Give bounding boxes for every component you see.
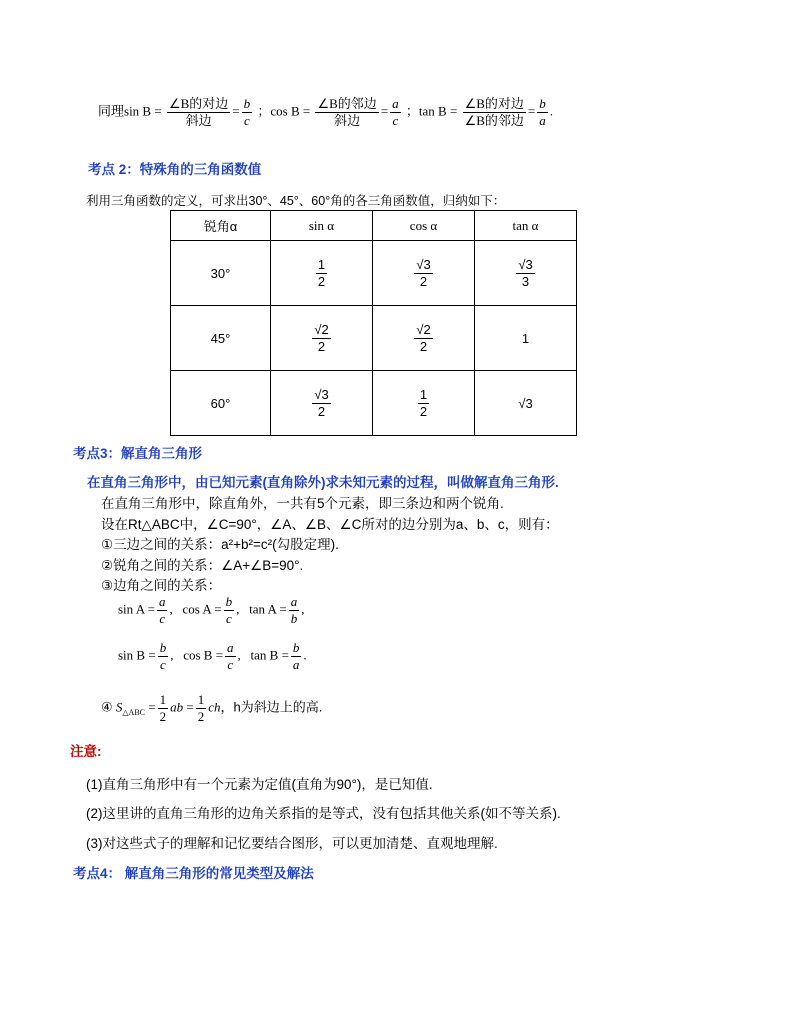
point-3-heading: 考点3：解直角三角形 bbox=[73, 446, 203, 461]
header-sin: sin α bbox=[271, 211, 373, 241]
tan-b-def-fraction bbox=[463, 96, 526, 129]
cos-a-end: , bbox=[236, 601, 240, 617]
sin-60-num: √3 bbox=[314, 386, 329, 402]
header-tan: tan α bbox=[475, 211, 577, 241]
table-header-row bbox=[171, 211, 577, 241]
cos-60-cell bbox=[373, 371, 475, 436]
cos-b2-num: a bbox=[227, 640, 234, 655]
cos-b2-den: c bbox=[227, 657, 234, 672]
note-item-3: (3)对这些式子的理解和记忆要结合图形，可以更加清楚、直观地理解. bbox=[86, 836, 498, 851]
sin-45-den: 2 bbox=[317, 338, 326, 354]
area-half-2-den: 2 bbox=[197, 709, 205, 724]
sin-b-def-den: 斜边 bbox=[185, 113, 212, 128]
cos-30-num: √3 bbox=[416, 256, 431, 272]
area-half-2 bbox=[196, 692, 207, 725]
cos-b-value-num: a bbox=[392, 96, 399, 111]
sin-45-cell bbox=[271, 306, 373, 371]
sin-b-value-num: b bbox=[243, 96, 251, 111]
relation-side-angle: ③边角之间的关系： bbox=[101, 578, 222, 593]
note-item-1: (1)直角三角形中有一个元素为定值(直角为90°)，是已知值. bbox=[86, 777, 433, 792]
sin-b-value-den: c bbox=[243, 113, 250, 128]
sin-b-def-fraction bbox=[167, 96, 230, 129]
table-row bbox=[171, 241, 577, 306]
sin-b-lhs: sin B = bbox=[124, 103, 162, 119]
cos-a-den: c bbox=[225, 611, 232, 626]
area-ch: ch bbox=[208, 699, 221, 715]
paragraph-setup: 设在Rt△ABC中，∠C=90°，∠A、∠B、∠C所对的边分别为a、b、c，则有： bbox=[101, 517, 559, 532]
definition-text: 在直角三角形中，由已知元素(直角除外)求未知元素的过程，叫做解直角三角形. bbox=[87, 475, 559, 490]
area-formula bbox=[101, 692, 322, 725]
tan-b-def-num: ∠B的对边 bbox=[464, 96, 524, 111]
sin-a-fraction bbox=[157, 594, 168, 627]
cos-b-value-fraction bbox=[390, 96, 401, 129]
cos-45-den: 2 bbox=[419, 338, 428, 354]
sin-60-cell bbox=[271, 371, 373, 436]
cos-b-value-den: c bbox=[392, 113, 399, 128]
area-half-2-num: 1 bbox=[197, 692, 205, 707]
tan-b-lhs: tan B = bbox=[418, 103, 458, 119]
sin-30-num: 1 bbox=[317, 256, 326, 272]
tan-b2-lhs: tan B = bbox=[250, 647, 289, 663]
header-cos: cos α bbox=[373, 211, 475, 241]
cos-b2-fraction bbox=[225, 640, 236, 673]
tan-45-cell: 1 bbox=[475, 306, 577, 371]
cos-b-lhs: cos B = bbox=[270, 103, 311, 119]
tan-b-def-den: ∠B的邻边 bbox=[464, 113, 524, 128]
tan-b-value-num: b bbox=[539, 96, 546, 111]
sin-b-value-fraction bbox=[242, 96, 253, 129]
sin-b-def-num: ∠B的对边 bbox=[168, 96, 229, 111]
sin-b2-num: b bbox=[159, 640, 167, 655]
tongli-prefix: 同理 bbox=[98, 103, 125, 119]
area-eq-1: = bbox=[148, 699, 156, 715]
cos-b2-lhs: cos B = bbox=[183, 647, 224, 663]
point-4-heading: 考点4： 解直角三角形的常见类型及解法 bbox=[73, 866, 314, 881]
cos-30-den: 2 bbox=[419, 273, 428, 289]
area-ab: ab bbox=[170, 699, 184, 715]
cos-45-num: √2 bbox=[416, 321, 431, 337]
angle-60: 60° bbox=[171, 371, 271, 436]
tan-30-cell bbox=[475, 241, 577, 306]
sin-30-den: 2 bbox=[317, 273, 326, 289]
cos-b-def-fraction bbox=[315, 96, 378, 129]
relation-sides: ①三边之间的关系：a²+b²=c²(勾股定理). bbox=[101, 537, 339, 552]
sin-a-lhs: sin A = bbox=[118, 601, 155, 617]
sin-b2-fraction bbox=[158, 640, 169, 673]
separator-1: ； bbox=[257, 103, 271, 119]
angle-45: 45° bbox=[171, 306, 271, 371]
sin-60-den: 2 bbox=[317, 403, 326, 419]
tan-30-den: 3 bbox=[521, 273, 530, 289]
tongli-formula-line: 同理sin B = $\frac{\text{∠B的对边}}{\text{斜边}}$ = $\frac{b}{c}$ ；cos B = $\frac{\text{∠B的邻边}}{\text{斜边}}$ = $\frac{a}{c}$ ；tan B = $\frac{\text{∠B的对边}}{\text{∠B的邻边}}$ = $\frac{b}{a}$ . bbox=[98, 96, 553, 128]
cos-30-cell bbox=[373, 241, 475, 306]
tan-30-num: √3 bbox=[518, 256, 533, 272]
sin-a-end: , bbox=[169, 601, 173, 617]
sin-a-den: c bbox=[159, 611, 166, 626]
tan-a-num: a bbox=[290, 594, 298, 609]
angle-b-relations bbox=[118, 640, 307, 673]
tan-b2-fraction bbox=[291, 640, 302, 673]
tan-b-value-den: a bbox=[539, 113, 546, 128]
sin-b2-den: c bbox=[160, 657, 166, 672]
separator-2: ； bbox=[405, 103, 419, 119]
note-heading: 注意: bbox=[70, 744, 102, 759]
sin-45-num: √2 bbox=[314, 321, 329, 337]
area-subscript: △ABC bbox=[122, 708, 146, 718]
area-eq-2: = bbox=[186, 699, 194, 715]
cos-a-num: b bbox=[225, 594, 233, 609]
sin-b2-lhs: sin B = bbox=[118, 647, 156, 663]
area-s: S bbox=[115, 699, 123, 715]
area-mark: ④ bbox=[101, 699, 113, 715]
tan-a-end: , bbox=[301, 601, 305, 617]
cos-45-cell bbox=[373, 306, 475, 371]
tan-60-cell: √3 bbox=[475, 371, 577, 436]
cos-a-lhs: cos A = bbox=[182, 601, 222, 617]
table-intro: 利用三角函数的定义，可求出30°、45°、60°角的各三角函数值，归纳如下： bbox=[86, 194, 506, 208]
area-half-1 bbox=[158, 692, 169, 725]
area-half-1-den: 2 bbox=[159, 709, 167, 724]
area-tail: ，h为斜边上的高. bbox=[220, 699, 323, 715]
cos-b2-end: , bbox=[237, 647, 241, 663]
cos-60-num: 1 bbox=[419, 386, 428, 402]
angle-a-relations bbox=[118, 594, 305, 627]
tan-a-fraction bbox=[289, 594, 300, 627]
table-row bbox=[171, 306, 577, 371]
cos-a-fraction bbox=[224, 594, 235, 627]
sin-30-cell bbox=[271, 241, 373, 306]
cos-b-def-den: 斜边 bbox=[334, 113, 361, 128]
sin-b2-end: , bbox=[170, 647, 174, 663]
tan-a-lhs: tan A = bbox=[249, 601, 287, 617]
area-half-1-num: 1 bbox=[159, 692, 167, 707]
cos-60-den: 2 bbox=[419, 403, 428, 419]
tan-b2-den: a bbox=[292, 657, 300, 672]
angle-30: 30° bbox=[171, 241, 271, 306]
relation-angles: ②锐角之间的关系：∠A+∠B=90°. bbox=[101, 558, 304, 573]
tan-b2-end: . bbox=[303, 647, 307, 663]
line-end: . bbox=[549, 103, 553, 119]
point-2-heading: 考点 2：特殊角的三角函数值 bbox=[88, 162, 262, 177]
tan-b-value-fraction bbox=[537, 96, 548, 129]
cos-b-def-num: ∠B的邻边 bbox=[317, 96, 377, 111]
sin-a-num: a bbox=[158, 594, 166, 609]
special-angles-table bbox=[170, 210, 577, 436]
header-angle: 锐角α bbox=[171, 211, 271, 241]
table-row bbox=[171, 371, 577, 436]
tan-b2-num: b bbox=[292, 640, 300, 655]
tan-a-den: b bbox=[290, 611, 298, 626]
note-item-2: (2)这里讲的直角三角形的边角关系指的是等式，没有包括其他关系(如不等关系). bbox=[86, 806, 561, 821]
paragraph-elements: 在直角三角形中，除直角外，一共有5个元素，即三条边和两个锐角. bbox=[101, 496, 504, 511]
